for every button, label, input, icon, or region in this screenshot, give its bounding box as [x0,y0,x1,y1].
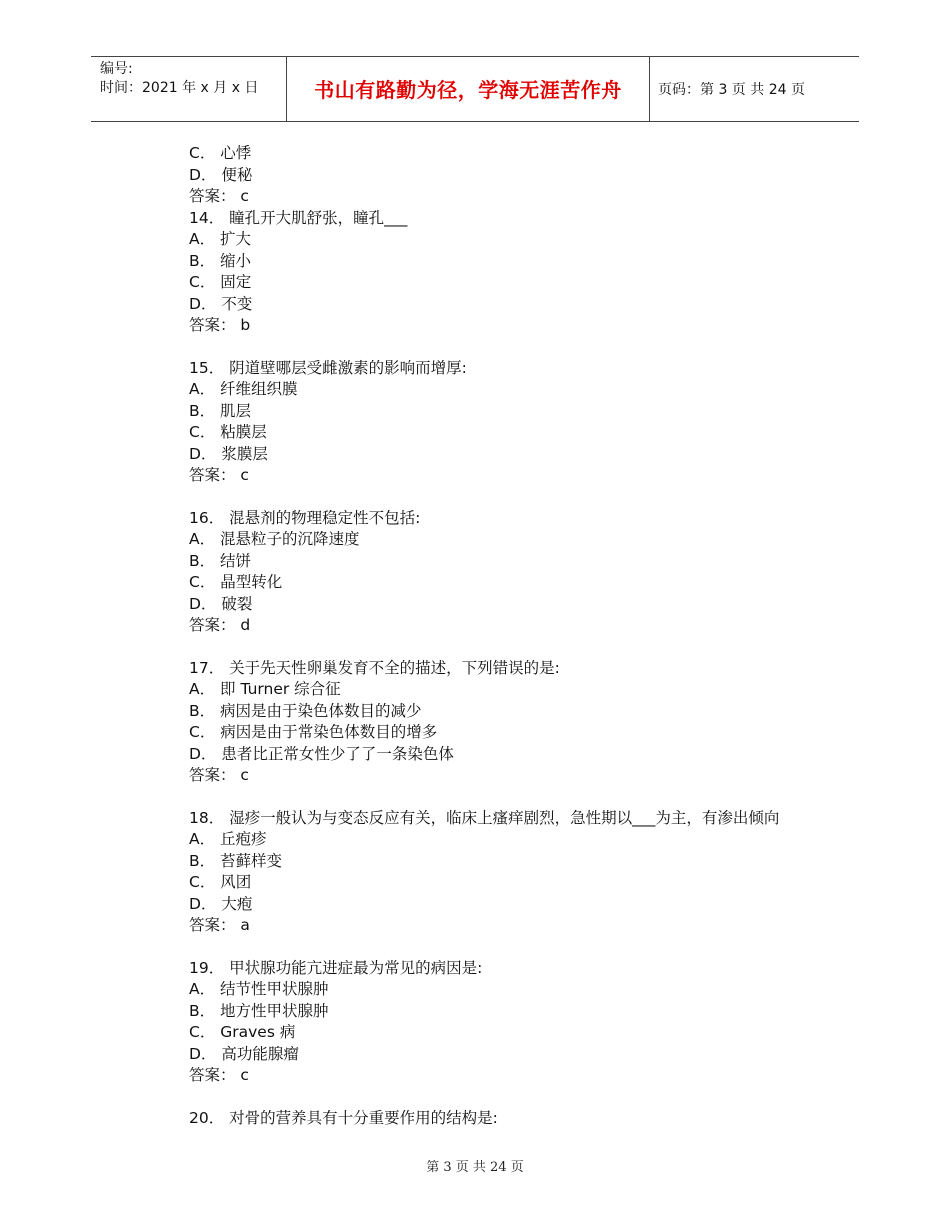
text-line: A． 即 Turner 综合征 [189,680,341,698]
text-line: C． 晶型转化 [189,573,283,591]
text-line: A． 纤维组织膜 [189,380,298,398]
text-line: C． 粘膜层 [189,423,267,441]
text-line: B． 地方性甲状腺肿 [189,1001,329,1020]
text-line: B． 缩小 [189,251,252,270]
page-header [91,56,859,122]
text-line: 答案： c [189,766,249,784]
text-line: 答案： c [189,1066,249,1084]
header-page-label: 页码：第 3 页 共 24 页 [658,82,805,98]
text-line: C． Graves 病 [189,1023,296,1041]
text-line: B． 苔藓样变 [189,851,283,870]
text-line: 答案： c [189,187,249,205]
text-line: A． 丘疱疹 [189,830,267,848]
blank-gap [189,487,869,508]
text-line: A． 扩大 [189,230,252,248]
text-line: 14． 瞳孔开大肌舒张，瞳孔___ [189,208,408,227]
text-line: D． 浆膜层 [189,444,268,463]
text-line: D． 便秘 [189,165,253,184]
text-line: C． 固定 [189,273,252,291]
text-line: D． 高功能腺瘤 [189,1044,299,1063]
header-motto: 书山有路勤为径，学海无涯苦作舟 [314,78,622,102]
text-line: 19． 甲状腺功能亢进症最为常见的病因是: [189,958,483,977]
text-line: A． 结节性甲状腺肿 [189,980,329,998]
header-meta [100,60,258,98]
blank-gap [189,937,869,958]
text-line: A． 混悬粒子的沉降速度 [189,530,360,548]
text-line: 答案： c [189,466,249,484]
blank-gap [189,637,869,658]
text-line: 15． 阴道壁哪层受雌激素的影响而增厚: [189,358,467,377]
text-line: 答案： a [189,916,250,934]
text-line: C． 风团 [189,873,252,891]
text-line: B． 病因是由于染色体数目的减少 [189,701,422,720]
blank-gap [189,787,869,808]
header-time-label: 时间：2021 年 x 月 x 日 [100,80,259,96]
page-footer: 第 3 页 共 24 页 [426,1160,524,1175]
text-line: C． 病因是由于常染色体数目的增多 [189,723,438,741]
blank-gap [189,337,869,358]
header-number-label: 编号: [100,61,133,77]
question-list [189,143,869,1129]
text-line: 答案： b [189,316,251,334]
text-line: 16． 混悬剂的物理稳定性不包括: [189,508,421,527]
blank-gap [189,1087,869,1108]
text-line: B． 结饼 [189,551,252,570]
text-line: D． 破裂 [189,594,253,613]
text-line: 17． 关于先天性卵巢发育不全的描述，下列错误的是: [189,658,560,677]
text-line: D． 不变 [189,294,253,313]
text-line: B． 肌层 [189,401,252,420]
header-divider-right [649,57,650,121]
text-line: D． 患者比正常女性少了了一条染色体 [189,744,454,763]
text-line: C． 心悸 [189,144,252,162]
text-line: D． 大疱 [189,894,253,913]
text-line: 18． 湿疹一般认为与变态反应有关，临床上瘙痒剧烈，急性期以___为主，有渗出倾向 [189,808,780,827]
text-line: 20． 对骨的营养具有十分重要作用的结构是: [189,1108,498,1127]
text-line: 答案： d [189,616,251,634]
